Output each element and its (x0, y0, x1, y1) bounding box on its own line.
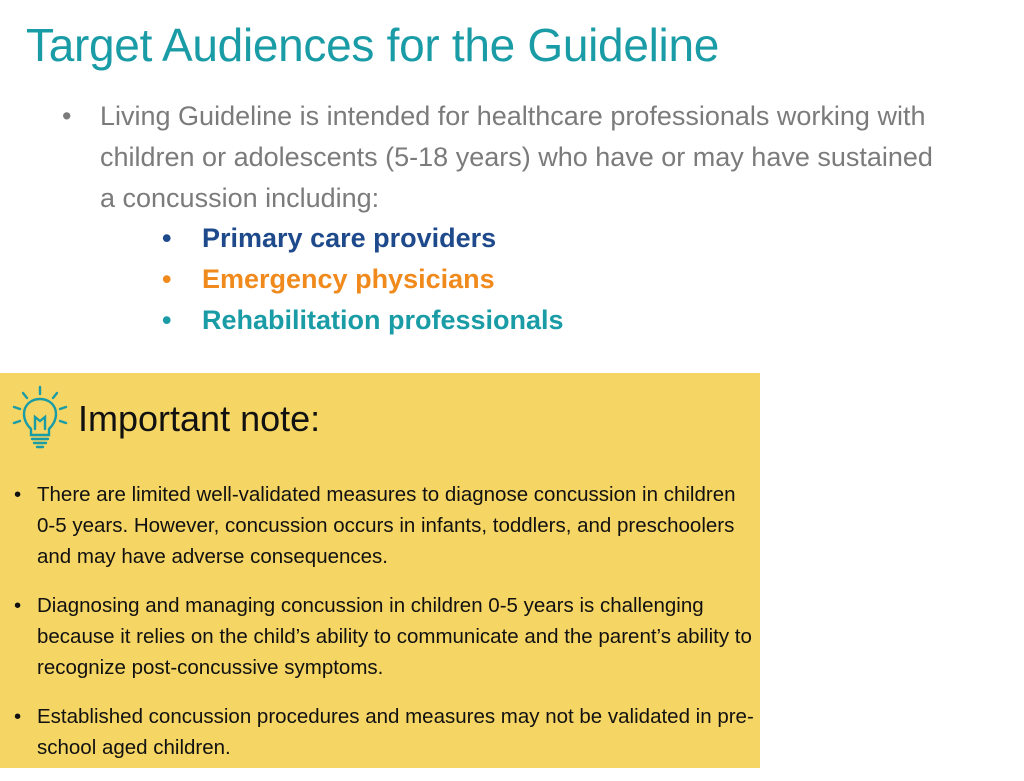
intro-paragraph (62, 96, 942, 219)
slide-title: Target Audiences for the Guideline (26, 19, 720, 71)
bullet-marker: • (162, 305, 172, 335)
note-item-text: There are limited well-validated measures to diagnose concussion in children 0-5 years. However, concussion occurs in infants, toddlers, and preschoolers and may have adverse consequences. (37, 483, 736, 568)
note-item-text: Established concussion procedures and measures may not be validated in pre-school aged children. (37, 705, 754, 759)
audience-item-rehabilitation (162, 300, 564, 341)
note-list (14, 479, 754, 781)
note-item (14, 479, 754, 572)
audience-item-emergency (162, 259, 564, 300)
bullet-marker: • (14, 594, 22, 617)
bullet-marker: • (162, 223, 172, 253)
note-header (10, 385, 320, 449)
audience-item-primary-care (162, 218, 564, 259)
note-item (14, 590, 754, 683)
intro-text: Living Guideline is intended for healthcare professionals working with children or adolescents (5-18 years) who have or may have sustained a concussion including: (100, 101, 933, 213)
lightbulb-icon (10, 385, 70, 449)
audience-label: Rehabilitation professionals (202, 305, 564, 335)
bullet-marker: • (14, 705, 22, 728)
audience-list (162, 218, 564, 341)
note-item (14, 701, 754, 763)
bullet-marker: • (162, 264, 172, 294)
bullet-marker: • (62, 101, 72, 131)
bullet-marker: • (14, 483, 22, 506)
note-title: Important note: (78, 398, 321, 439)
audience-label: Primary care providers (202, 223, 497, 253)
audience-label: Emergency physicians (202, 264, 495, 294)
note-item-text: Diagnosing and managing concussion in children 0-5 years is challenging because it relies on the child’s ability to communicate and the parent’s ability to recognize post-concussive symptoms. (37, 594, 752, 679)
important-note-box (0, 373, 760, 768)
